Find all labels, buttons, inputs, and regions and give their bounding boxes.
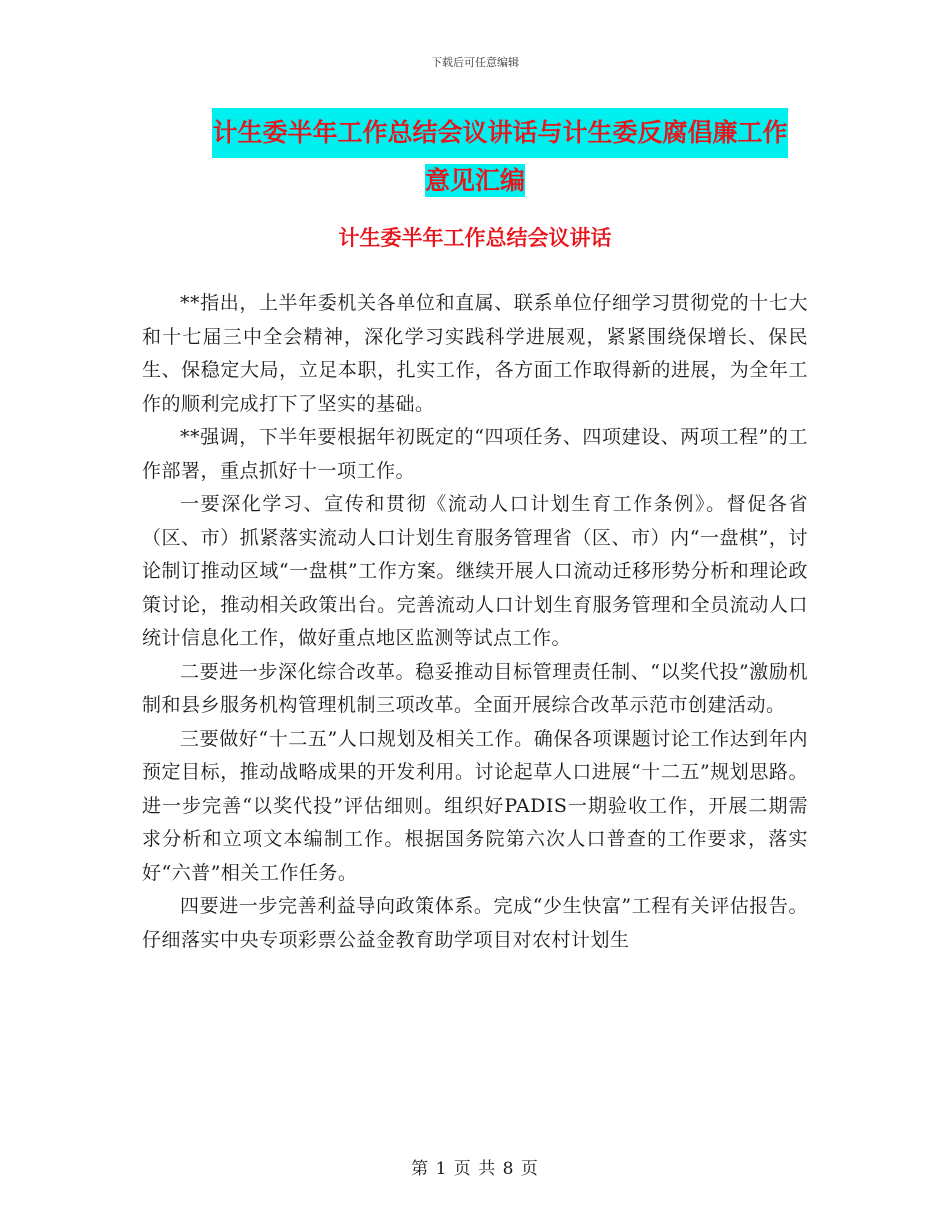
paragraph: 一要深化学习、宣传和贯彻《流动人口计划生育工作条例》。督促各省（区、市）抓紧落实流动人口计划生育服务管理省（区、市）内“一盘棋”，讨论制订推动区域“一盘棋”工作方案。继续开展人口流动迁移形势分析和理论政策讨论，推动相关政策出台。完善流动人口计划生育服务管理和全员流动人口统计信息化工作，做好重点地区监测等试点工作。 xyxy=(142,493,808,649)
page-footer: 第 1 页 共 8 页 xyxy=(411,1159,539,1179)
header-note: 下载后可任意编辑 xyxy=(431,56,519,69)
document-title xyxy=(0,108,950,204)
document-body xyxy=(142,287,808,957)
paragraph: 四要进一步完善利益导向政策体系。完成“少生快富”工程有关评估报告。仔细落实中央专项彩票公益金教育助学项目对农村计划生 xyxy=(142,895,808,951)
paragraph: **强调，下半年要根据年初既定的“四项任务、四项建设、两项工程”的工作部署，重点抓好十一项工作。 xyxy=(142,426,808,482)
paragraph: 二要进一步深化综合改革。稳妥推动目标管理责任制、“以奖代投”激励机制和县乡服务机构管理机制三项改革。全面开展综合改革示范市创建活动。 xyxy=(142,660,808,716)
paragraph: 三要做好“十二五”人口规划及相关工作。确保各项课题讨论工作达到年内预定目标，推动战略成果的开发利用。讨论起草人口进展“十二五”规划思路。进一步完善“以奖代投”评估细则。组织好PADIS一期验收工作，开展二期需求分析和立项文本编制工作。根据国务院第六次人口普查的工作要求，落实好“六普”相关工作任务。 xyxy=(142,727,808,884)
paragraph: **指出，上半年委机关各单位和直属、联系单位仔细学习贯彻党的十七大和十七届三中全会精神，深化学习实践科学进展观，紧紧围绕保增长、保民生、保稳定大局，立足本职，扎实工作，各方面工作取得新的进展，为全年工作的顺利完成打下了坚实的基础。 xyxy=(142,292,808,415)
document-title-line2: 意见汇编 xyxy=(424,166,525,195)
section-title: 计生委半年工作总结会议讲话 xyxy=(338,226,612,250)
document-title-line1: 计生委半年工作总结会议讲话与计生委反腐倡廉工作 xyxy=(212,108,787,158)
